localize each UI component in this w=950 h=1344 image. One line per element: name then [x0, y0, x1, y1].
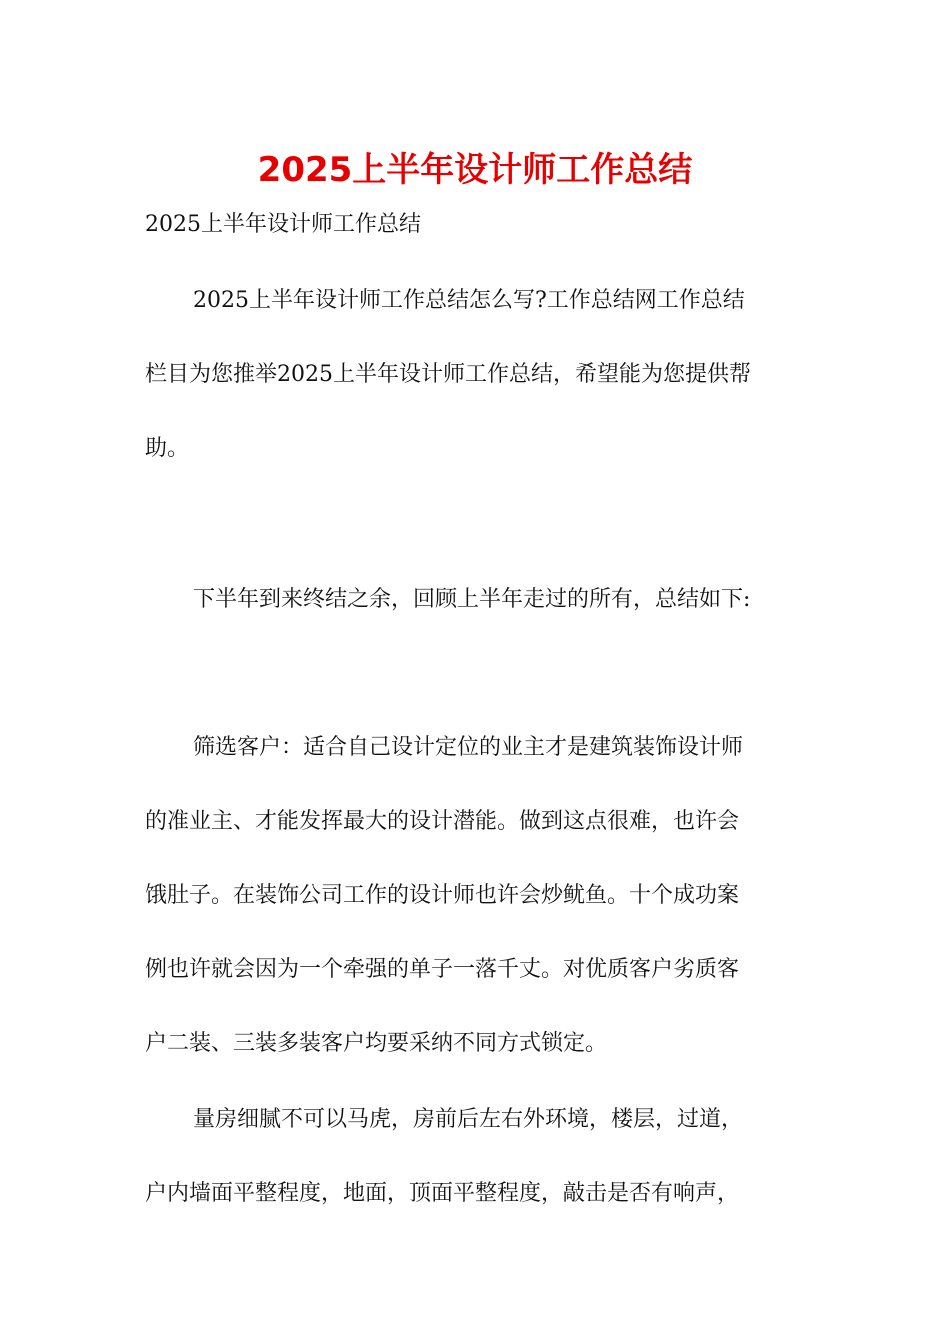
paragraph-line: 量房细腻不可以马虎，房前后左右外环境，楼层，过道， [193, 1107, 744, 1132]
paragraph-line: 户二装、三装多装客户均要采纳不同方式锁定。 [145, 1031, 608, 1056]
paragraph-line: 栏目为您推举2025上半年设计师工作总结，希望能为您提供帮 [145, 362, 751, 387]
document-title: 2025上半年设计师工作总结 [257, 150, 693, 190]
paragraph-line: 的准业主、才能发挥最大的设计潜能。做到这点很难，也许会 [145, 809, 740, 834]
paragraph-line: 饿肚子。在装饰公司工作的设计师也许会炒鱿鱼。十个成功案 [145, 883, 740, 908]
paragraph-line: 户内墙面平整程度，地面，顶面平整程度，敲击是否有响声， [145, 1181, 740, 1206]
paragraph-line: 助。 [145, 436, 190, 461]
document-subtitle: 2025上半年设计师工作总结 [145, 212, 421, 237]
paragraph-line: 筛选客户：适合自己设计定位的业主才是建筑装饰设计师 [193, 735, 744, 760]
paragraph-line: 下半年到来终结之余，回顾上半年走过的所有，总结如下: [193, 587, 751, 612]
paragraph-line: 2025上半年设计师工作总结怎么写?工作总结网工作总结 [193, 288, 745, 313]
paragraph-line: 例也许就会因为一个牵强的单子一落千丈。对优质客户劣质客 [145, 957, 740, 982]
